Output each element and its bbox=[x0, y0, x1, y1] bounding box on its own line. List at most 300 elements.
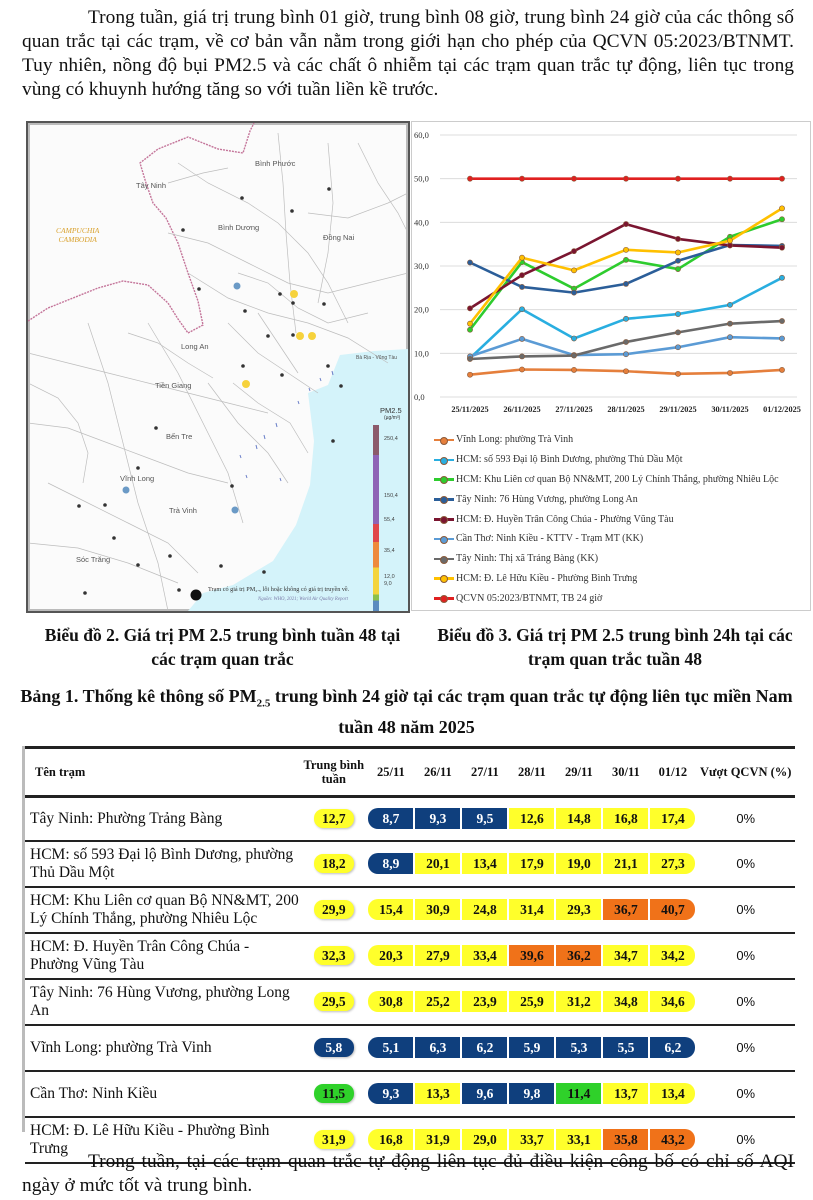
daily-value-badge: 20,3 bbox=[368, 945, 413, 966]
exceed-percent: 0% bbox=[736, 902, 756, 917]
data-point bbox=[675, 311, 680, 316]
daily-value-cell bbox=[414, 797, 461, 841]
daily-value-badge: 5,5 bbox=[603, 1037, 648, 1058]
daily-value-badge: 15,4 bbox=[368, 899, 413, 920]
daily-value-cell bbox=[555, 841, 602, 887]
map-label-long-an: Long An bbox=[181, 342, 209, 351]
chart-plot-area bbox=[412, 122, 810, 422]
daily-value-cell bbox=[508, 797, 555, 841]
daily-value-cell bbox=[602, 979, 649, 1025]
station-name: Tây Ninh: Phường Trảng Bàng bbox=[30, 809, 223, 827]
daily-value-cell bbox=[602, 841, 649, 887]
daily-value-cell bbox=[508, 933, 555, 979]
table-row bbox=[25, 841, 795, 887]
data-point bbox=[623, 257, 628, 262]
daily-value-cell bbox=[461, 979, 508, 1025]
header-exceed: Vượt QCVN (%) bbox=[696, 748, 795, 797]
legend-label: HCM: Khu Liên cơ quan Bộ NN&MT, 200 Lý Chính Thắng, phường Nhiêu Lộc bbox=[456, 473, 779, 485]
scale-tick: 12,0 bbox=[384, 574, 395, 580]
legend-item bbox=[434, 588, 779, 608]
data-point bbox=[467, 372, 472, 377]
caption-table-suffix: trung bình 24 giờ tại các trạm quan trắc tự động liên tục miền Nam tuần 48 năm 2025 bbox=[270, 686, 793, 737]
daily-value-cell bbox=[461, 841, 508, 887]
weekly-avg-cell bbox=[300, 841, 367, 887]
data-point bbox=[519, 367, 524, 372]
data-point bbox=[779, 367, 784, 372]
map-label-tra-vinh: Trà Vinh bbox=[169, 506, 197, 515]
data-point bbox=[467, 176, 472, 181]
daily-value-badge: 33,1 bbox=[556, 1129, 601, 1150]
daily-value-badge: 17,4 bbox=[650, 808, 695, 829]
cambodia-en: CAMBODIA bbox=[58, 235, 97, 244]
data-point bbox=[571, 336, 576, 341]
data-point bbox=[519, 336, 524, 341]
data-point bbox=[623, 281, 628, 286]
map-note: Trạm có giá trị PM₂.₅ lỗi hoặc không có giá trị truyền về. bbox=[208, 586, 350, 593]
legend-swatch bbox=[434, 573, 454, 583]
daily-value-badge: 34,8 bbox=[603, 991, 648, 1012]
scale-tick: 55,4 bbox=[384, 517, 395, 523]
y-tick-label: 50,0 bbox=[414, 173, 429, 184]
data-point bbox=[519, 307, 524, 312]
header-day: 28/11 bbox=[508, 748, 555, 797]
daily-value-badge: 40,7 bbox=[650, 899, 695, 920]
map-source: Nguồn: WHO, 2021; World Air Quality Report bbox=[258, 597, 348, 602]
x-tick-label: 25/11/2025 bbox=[451, 405, 489, 414]
scale-segment bbox=[373, 542, 379, 568]
header-day: 30/11 bbox=[602, 748, 649, 797]
weekly-avg-badge: 18,2 bbox=[314, 854, 354, 873]
weekly-avg-cell bbox=[300, 1071, 367, 1117]
table-row bbox=[25, 887, 795, 933]
daily-value-cell bbox=[555, 979, 602, 1025]
weekly-avg-badge: 5,8 bbox=[314, 1038, 354, 1057]
data-point bbox=[467, 260, 472, 265]
y-tick-label: 60,0 bbox=[414, 130, 429, 140]
legend-swatch bbox=[434, 474, 454, 484]
legend-swatch bbox=[434, 514, 454, 524]
data-point bbox=[571, 176, 576, 181]
legend-item bbox=[434, 489, 779, 509]
map-label-binh-phuoc: Bình Phước bbox=[255, 159, 296, 168]
daily-value-badge: 12,6 bbox=[509, 808, 554, 829]
data-point bbox=[623, 352, 628, 357]
weekly-avg-badge: 29,9 bbox=[314, 900, 354, 919]
pm25-line-chart bbox=[411, 121, 811, 611]
x-tick-label: 26/11/2025 bbox=[503, 405, 541, 414]
table-row bbox=[25, 1071, 795, 1117]
daily-value-badge: 25,9 bbox=[509, 991, 554, 1012]
header-day: 29/11 bbox=[555, 748, 602, 797]
daily-value-badge: 33,7 bbox=[509, 1129, 554, 1150]
legend-item bbox=[434, 470, 779, 490]
legend-label: HCM: Đ. Lê Hữu Kiều - Phường Bình Trưng bbox=[456, 572, 638, 584]
weekly-avg-cell bbox=[300, 979, 367, 1025]
table-header-row bbox=[25, 748, 795, 797]
daily-value-cell bbox=[461, 1071, 508, 1117]
legend-label: Tây Ninh: 76 Hùng Vương, phường Long An bbox=[456, 493, 638, 505]
cambodia-vi: CAMPUCHIA bbox=[56, 226, 100, 235]
map-label-ba-ria: Bà Rịa - Vũng Tàu bbox=[356, 355, 398, 361]
table-row bbox=[25, 979, 795, 1025]
daily-value-badge: 30,9 bbox=[415, 899, 460, 920]
x-tick-label: 29/11/2025 bbox=[659, 405, 697, 414]
map-label-tay-ninh: Tây Ninh bbox=[136, 181, 167, 190]
data-point bbox=[779, 176, 784, 181]
map-label-vinh-long: Vĩnh Long bbox=[120, 474, 155, 483]
intro-paragraph-text: Trong tuần, giá trị trung bình 01 giờ, trung bình 08 giờ, trung bình 24 giờ của các thông số quan trắc tại các trạm, về cơ bản vẫn nằm trong giới hạn cho phép của QCVN 05:2023/BTNMT. Tuy nhiên, nồng độ bụi PM2.5 và các chất ô nhiễm tại các trạm quan trắc tự động, liên tục trong vùng có khuynh hướng tăng so với tuần liền kề trước. bbox=[22, 7, 794, 100]
table-row bbox=[25, 1025, 795, 1071]
daily-value-cell bbox=[555, 1025, 602, 1071]
station-name: Tây Ninh: 76 Hùng Vương, phường Long An bbox=[30, 983, 290, 1019]
scale-unit: (µg/m³) bbox=[384, 415, 401, 421]
header-weekly-avg bbox=[300, 748, 367, 797]
daily-value-badge: 33,4 bbox=[462, 945, 507, 966]
exceed-percent: 0% bbox=[736, 948, 756, 963]
data-point bbox=[727, 238, 732, 243]
daily-value-cell bbox=[508, 841, 555, 887]
scale-tick: 9,0 bbox=[384, 581, 392, 587]
weekly-avg-cell bbox=[300, 887, 367, 933]
legend-swatch bbox=[434, 494, 454, 504]
data-point bbox=[779, 336, 784, 341]
daily-value-badge: 6,2 bbox=[650, 1037, 695, 1058]
weekly-avg-cell bbox=[300, 933, 367, 979]
exceed-percent: 0% bbox=[736, 811, 756, 827]
x-tick-label: 27/11/2025 bbox=[555, 405, 593, 414]
data-point bbox=[467, 327, 472, 332]
daily-value-cell bbox=[602, 933, 649, 979]
scale-segment bbox=[373, 595, 379, 602]
daily-value-badge: 17,9 bbox=[509, 853, 554, 874]
table-row bbox=[25, 933, 795, 979]
map-label-ben-tre: Bến Tre bbox=[166, 432, 193, 441]
data-point bbox=[727, 302, 732, 307]
data-point bbox=[519, 273, 524, 278]
closing-paragraph-text: Trong tuần, tại các trạm quan trắc tự động liên tục đủ điều kiện công bố có chỉ số AQI ngày ở mức tốt và trung bình. bbox=[22, 1151, 794, 1196]
data-point bbox=[779, 245, 784, 250]
table-row bbox=[25, 797, 795, 841]
scale-segment bbox=[373, 425, 379, 456]
caption-chart-2: Biểu đồ 2. Giá trị PM 2.5 trung bình tuần 48 tại các trạm quan trắc bbox=[44, 625, 401, 669]
data-point bbox=[623, 176, 628, 181]
data-point bbox=[623, 221, 628, 226]
legend-swatch bbox=[434, 455, 454, 465]
daily-value-cell bbox=[367, 1025, 414, 1071]
station-name: HCM: số 593 Đại lộ Bình Dương, phường Thủ Dầu Một bbox=[30, 845, 294, 881]
daily-value-cell bbox=[367, 1071, 414, 1117]
header-weekly-avg-line1: Trung bình bbox=[303, 758, 365, 772]
daily-value-cell bbox=[649, 1025, 696, 1071]
daily-value-badge: 9,8 bbox=[509, 1083, 554, 1104]
data-point bbox=[571, 353, 576, 358]
x-tick-label: 30/11/2025 bbox=[711, 405, 749, 414]
daily-value-cell bbox=[367, 797, 414, 841]
pm25-yellow-stations bbox=[242, 290, 316, 388]
legend-item bbox=[434, 430, 779, 450]
data-point bbox=[467, 356, 472, 361]
map-label-binh-duong: Bình Dương bbox=[218, 223, 260, 232]
scale-segment bbox=[373, 524, 379, 543]
legend-label: Cần Thơ: Ninh Kiều - KTTV - Trạm MT (KK) bbox=[456, 533, 644, 545]
daily-value-cell bbox=[414, 1071, 461, 1117]
data-point bbox=[571, 290, 576, 295]
y-tick-label: 10,0 bbox=[414, 348, 429, 359]
legend-label: QCVN 05:2023/BTNMT, TB 24 giờ bbox=[456, 592, 603, 604]
daily-value-badge: 34,2 bbox=[650, 945, 695, 966]
data-point bbox=[623, 247, 628, 252]
pm25-station-map bbox=[26, 121, 410, 613]
closing-paragraph bbox=[22, 1150, 794, 1198]
scale-segment bbox=[373, 568, 379, 596]
daily-value-cell bbox=[555, 1071, 602, 1117]
legend-label: Vĩnh Long: phường Trà Vinh bbox=[456, 434, 574, 446]
data-point bbox=[779, 206, 784, 211]
data-point bbox=[727, 176, 732, 181]
daily-value-badge: 19,0 bbox=[556, 853, 601, 874]
daily-value-badge: 11,4 bbox=[556, 1083, 601, 1104]
data-point bbox=[519, 176, 524, 181]
daily-value-badge: 16,8 bbox=[368, 1129, 413, 1150]
station-name: Vĩnh Long: phường Trà Vinh bbox=[30, 1038, 212, 1056]
daily-value-badge: 29,3 bbox=[556, 899, 601, 920]
daily-value-cell bbox=[602, 887, 649, 933]
data-point bbox=[727, 370, 732, 375]
daily-value-badge: 34,6 bbox=[650, 991, 695, 1012]
data-point bbox=[623, 316, 628, 321]
y-tick-label: 30,0 bbox=[414, 261, 429, 271]
legend-label: HCM: số 593 Đại lộ Bình Dương, phường Thủ Dầu Một bbox=[456, 454, 683, 466]
data-point bbox=[727, 321, 732, 326]
weekly-avg-badge: 29,5 bbox=[314, 992, 354, 1011]
weekly-avg-badge: 31,9 bbox=[314, 1130, 354, 1149]
daily-value-cell bbox=[508, 1071, 555, 1117]
legend-item bbox=[434, 549, 779, 569]
data-point bbox=[675, 345, 680, 350]
daily-value-cell bbox=[555, 797, 602, 841]
pm25-table bbox=[22, 746, 812, 1157]
weekly-avg-badge: 12,7 bbox=[314, 809, 354, 828]
daily-value-badge: 16,8 bbox=[603, 808, 648, 829]
daily-value-badge: 34,7 bbox=[603, 945, 648, 966]
x-tick-label: 01/12/2025 bbox=[763, 405, 801, 414]
station-name: HCM: Đ. Lê Hữu Kiều - Phường Bình Trưng bbox=[30, 1121, 270, 1157]
header-day: 26/11 bbox=[414, 748, 461, 797]
daily-value-cell bbox=[508, 979, 555, 1025]
data-point bbox=[675, 236, 680, 241]
caption-table-prefix: Bảng 1. Thống kê thông số PM bbox=[20, 686, 257, 706]
daily-value-cell bbox=[461, 797, 508, 841]
y-tick-label: 40,0 bbox=[414, 217, 429, 228]
weekly-avg-cell bbox=[300, 797, 367, 841]
daily-value-badge: 31,4 bbox=[509, 899, 554, 920]
daily-value-badge: 21,1 bbox=[603, 853, 648, 874]
map-label-soc-trang: Sóc Trăng bbox=[76, 555, 111, 564]
legend-swatch bbox=[434, 554, 454, 564]
caption-chart-3: Biểu đồ 3. Giá trị PM 2.5 trung bình 24h tại các trạm quan trắc tuần 48 bbox=[437, 625, 793, 669]
error-station-symbol bbox=[191, 590, 202, 601]
daily-value-cell bbox=[414, 887, 461, 933]
data-point bbox=[779, 318, 784, 323]
daily-value-cell bbox=[649, 887, 696, 933]
daily-value-cell bbox=[508, 1025, 555, 1071]
daily-value-badge: 14,8 bbox=[556, 808, 601, 829]
scale-segment bbox=[373, 455, 379, 525]
daily-value-cell bbox=[508, 887, 555, 933]
header-station: Tên trạm bbox=[25, 748, 300, 797]
daily-value-badge: 24,8 bbox=[462, 899, 507, 920]
daily-value-badge: 36,2 bbox=[556, 945, 601, 966]
station-name: HCM: Đ. Huyền Trân Công Chúa - Phường Vũng Tàu bbox=[30, 937, 250, 973]
legend-swatch bbox=[434, 435, 454, 445]
daily-value-badge: 9,3 bbox=[415, 808, 460, 829]
station-name: Cần Thơ: Ninh Kiều bbox=[30, 1084, 158, 1102]
caption-table-1 bbox=[10, 685, 803, 739]
exceed-percent: 0% bbox=[736, 994, 756, 1009]
data-point bbox=[675, 176, 680, 181]
data-point bbox=[571, 249, 576, 254]
data-point bbox=[675, 330, 680, 335]
daily-value-badge: 23,9 bbox=[462, 991, 507, 1012]
daily-value-badge: 8,9 bbox=[368, 853, 413, 874]
daily-value-badge: 13,7 bbox=[603, 1083, 648, 1104]
chart-legend bbox=[434, 430, 779, 608]
daily-value-badge: 31,2 bbox=[556, 991, 601, 1012]
daily-value-badge: 13,4 bbox=[462, 853, 507, 874]
data-point bbox=[623, 339, 628, 344]
legend-item bbox=[434, 509, 779, 529]
data-point bbox=[519, 284, 524, 289]
daily-value-badge: 35,8 bbox=[603, 1129, 648, 1150]
daily-value-badge: 27,3 bbox=[650, 853, 695, 874]
daily-value-badge: 13,3 bbox=[415, 1083, 460, 1104]
map-drawing bbox=[28, 123, 408, 611]
data-point bbox=[519, 255, 524, 260]
legend-label: Tây Ninh: Thị xã Trảng Bàng (KK) bbox=[456, 553, 599, 565]
scale-title: PM2.5 bbox=[380, 406, 402, 415]
legend-item bbox=[434, 569, 779, 589]
daily-value-cell bbox=[602, 797, 649, 841]
scale-tick: 250,4 bbox=[384, 436, 398, 442]
data-point bbox=[571, 268, 576, 273]
daily-value-cell bbox=[461, 1025, 508, 1071]
scale-tick: 35,4 bbox=[384, 548, 395, 554]
daily-value-cell bbox=[602, 1071, 649, 1117]
daily-value-badge: 36,7 bbox=[603, 899, 648, 920]
map-label-tien-giang: Tiền Giang bbox=[155, 381, 192, 390]
daily-value-badge: 43,2 bbox=[650, 1129, 695, 1150]
legend-item bbox=[434, 450, 779, 470]
scale-tick: 150,4 bbox=[384, 493, 398, 499]
daily-value-badge: 5,1 bbox=[368, 1037, 413, 1058]
map-label-cambodia bbox=[56, 226, 99, 244]
daily-value-cell bbox=[414, 979, 461, 1025]
weekly-avg-badge: 32,3 bbox=[314, 946, 354, 965]
legend-swatch bbox=[434, 593, 454, 603]
daily-value-cell bbox=[367, 887, 414, 933]
daily-value-badge: 29,0 bbox=[462, 1129, 507, 1150]
data-point bbox=[675, 266, 680, 271]
daily-value-badge: 9,3 bbox=[368, 1083, 413, 1104]
daily-value-cell bbox=[367, 841, 414, 887]
legend-swatch bbox=[434, 534, 454, 544]
exceed-percent: 0% bbox=[736, 1086, 756, 1101]
data-point bbox=[779, 217, 784, 222]
data-point bbox=[519, 354, 524, 359]
header-day: 01/12 bbox=[649, 748, 696, 797]
legend-item bbox=[434, 529, 779, 549]
daily-value-badge: 13,4 bbox=[650, 1083, 695, 1104]
data-point bbox=[779, 275, 784, 280]
daily-value-cell bbox=[414, 933, 461, 979]
data-point bbox=[727, 335, 732, 340]
data-point bbox=[467, 306, 472, 311]
daily-value-badge: 25,2 bbox=[415, 991, 460, 1012]
exceed-percent: 0% bbox=[736, 1132, 756, 1147]
daily-value-cell bbox=[461, 887, 508, 933]
daily-value-badge: 5,9 bbox=[509, 1037, 554, 1058]
header-weekly-avg-line2: tuần bbox=[321, 772, 346, 786]
pm25-color-scale bbox=[373, 425, 379, 611]
daily-value-badge: 27,9 bbox=[415, 945, 460, 966]
daily-value-cell bbox=[555, 933, 602, 979]
daily-value-badge: 5,3 bbox=[556, 1037, 601, 1058]
daily-value-badge: 30,8 bbox=[368, 991, 413, 1012]
data-point bbox=[623, 369, 628, 374]
daily-value-cell bbox=[602, 1025, 649, 1071]
header-day: 25/11 bbox=[367, 748, 414, 797]
daily-value-badge: 9,5 bbox=[462, 808, 507, 829]
caption-table-sub: 2.5 bbox=[256, 697, 271, 710]
weekly-avg-badge: 11,5 bbox=[314, 1084, 354, 1103]
data-point bbox=[675, 250, 680, 255]
y-tick-label: 0,0 bbox=[414, 392, 425, 402]
exceed-percent: 0% bbox=[736, 1040, 756, 1055]
data-point bbox=[675, 258, 680, 263]
scale-segment bbox=[373, 601, 379, 612]
daily-value-cell bbox=[649, 979, 696, 1025]
daily-value-badge: 6,3 bbox=[415, 1037, 460, 1058]
daily-value-badge: 6,2 bbox=[462, 1037, 507, 1058]
daily-value-badge: 39,6 bbox=[509, 945, 554, 966]
daily-value-cell bbox=[414, 1025, 461, 1071]
x-tick-label: 28/11/2025 bbox=[607, 405, 645, 414]
daily-value-cell bbox=[649, 841, 696, 887]
daily-value-cell bbox=[649, 797, 696, 841]
daily-value-badge: 20,1 bbox=[415, 853, 460, 874]
daily-value-cell bbox=[367, 979, 414, 1025]
data-point bbox=[675, 371, 680, 376]
data-point bbox=[571, 367, 576, 372]
station-name: HCM: Khu Liên cơ quan Bộ NN&MT, 200 Lý Chính Thắng, phường Nhiêu Lộc bbox=[30, 891, 299, 927]
daily-value-cell bbox=[461, 933, 508, 979]
header-day: 27/11 bbox=[461, 748, 508, 797]
data-point bbox=[467, 321, 472, 326]
data-point bbox=[727, 243, 732, 248]
intro-paragraph bbox=[22, 6, 794, 102]
y-tick-label: 20,0 bbox=[414, 304, 429, 315]
daily-value-cell bbox=[649, 1071, 696, 1117]
daily-value-badge: 9,6 bbox=[462, 1083, 507, 1104]
map-label-dong-nai: Đồng Nai bbox=[323, 233, 355, 242]
daily-value-cell bbox=[414, 841, 461, 887]
daily-value-cell bbox=[367, 933, 414, 979]
daily-value-badge: 8,7 bbox=[368, 808, 413, 829]
legend-label: HCM: Đ. Huyền Trân Công Chúa - Phường Vũng Tàu bbox=[456, 513, 674, 525]
daily-value-cell bbox=[555, 887, 602, 933]
daily-value-badge: 31,9 bbox=[415, 1129, 460, 1150]
exceed-percent: 0% bbox=[736, 856, 756, 871]
